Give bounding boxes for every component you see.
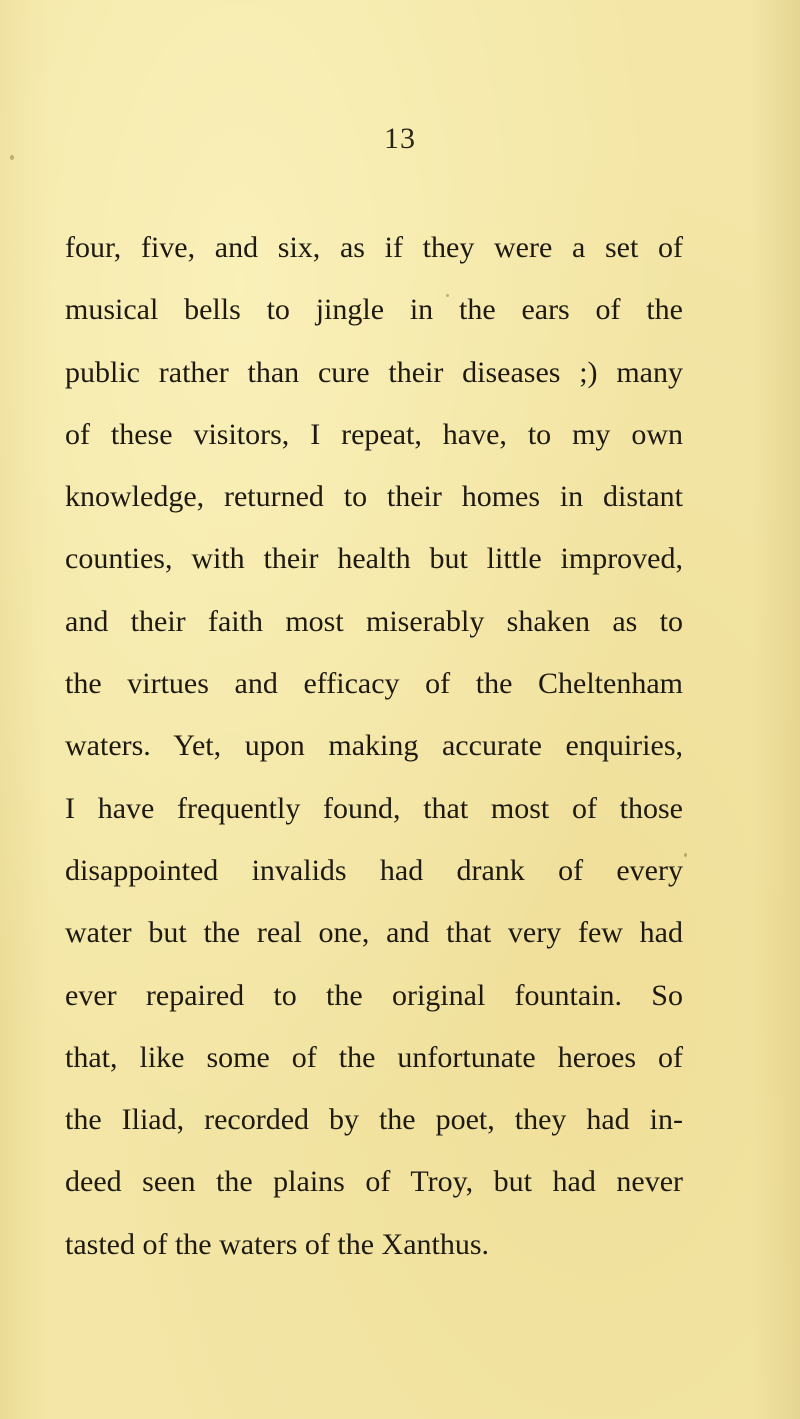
paper-speck — [446, 294, 449, 297]
text-line: counties, with their health but little improved, — [65, 542, 683, 576]
text-line-last: tasted of the waters of the Xanthus. — [65, 1227, 490, 1261]
text-line: the Iliad, recorded by the poet, they had in- — [65, 1103, 683, 1137]
text-line: knowledge, returned to their homes in distant — [65, 480, 683, 514]
text-line: the virtues and efficacy of the Cheltenham — [65, 667, 683, 701]
text-line: that, like some of the unfortunate heroes of — [65, 1040, 683, 1074]
page-number: 13 — [384, 122, 416, 155]
text-line: disappointed invalids had drank of every — [65, 853, 683, 887]
text-line: I have frequently found, that most of those — [65, 791, 683, 825]
text-line: musical bells to jingle in the ears of the — [65, 293, 683, 327]
text-line: waters. Yet, upon making accurate enquiries, — [65, 729, 683, 763]
paper-speck — [684, 853, 687, 857]
body-text — [65, 217, 683, 1276]
text-line: public rather than cure their diseases ;) many — [65, 355, 683, 389]
paper-speck — [10, 155, 14, 160]
text-line: of these visitors, I repeat, have, to my own — [65, 417, 683, 451]
text-line: deed seen the plains of Troy, but had never — [65, 1165, 683, 1199]
text-line: four, five, and six, as if they were a set of — [65, 231, 683, 264]
text-line: ever repaired to the original fountain. So — [65, 978, 683, 1012]
text-line: water but the real one, and that very few had — [65, 916, 683, 950]
text-line: and their faith most miserably shaken as to — [65, 604, 683, 638]
